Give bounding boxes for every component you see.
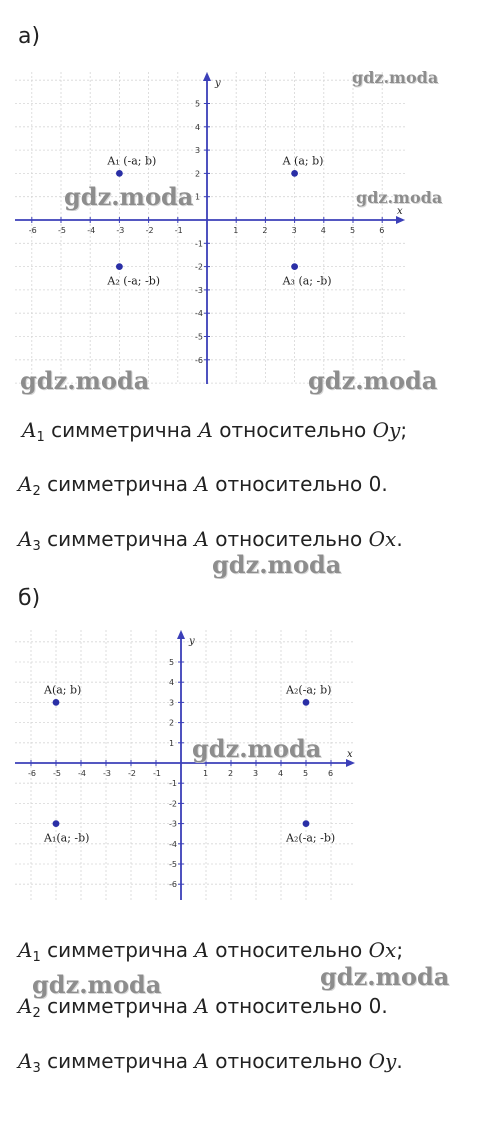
y-tick-label: -5: [195, 332, 203, 342]
x-tick-label: -4: [87, 226, 96, 235]
y-tick-label: -1: [169, 779, 177, 789]
watermark: gdz.moda: [192, 734, 322, 763]
y-tick-label: -6: [169, 880, 177, 890]
y-tick-label: -6: [195, 355, 203, 365]
x-tick-label: -1: [153, 769, 161, 778]
y-tick-label: 5: [195, 99, 201, 109]
point-label: A₂(-a; b): [286, 683, 332, 697]
data-point: [291, 263, 298, 270]
y-tick-label: 4: [169, 678, 175, 688]
watermark: gdz.moda: [64, 182, 194, 211]
point-label: A₂ (-a; -b): [107, 274, 161, 288]
x-tick-label: -1: [174, 226, 183, 235]
x-tick-label: -6: [28, 769, 36, 778]
x-tick-label: 2: [262, 226, 268, 235]
x-tick-label: -2: [128, 769, 136, 778]
x-tick-label: 5: [350, 226, 356, 235]
grid: [15, 72, 405, 384]
x-tick-label: -5: [58, 226, 66, 235]
part-a-label: а): [18, 24, 41, 49]
data-point: [116, 263, 123, 270]
y-tick-label: 1: [169, 738, 175, 748]
y-tick-label: -2: [195, 262, 203, 272]
y-tick-label: -1: [195, 239, 203, 249]
x-axis-arrow: [346, 759, 355, 767]
y-tick-label: 5: [169, 658, 175, 667]
x-tick-label: 6: [328, 769, 334, 778]
coordinate-plane-a: [15, 72, 405, 384]
statement-b-2: $A_2$ симметрична A относительно 0.: [18, 994, 388, 1021]
y-tick-label: -2: [169, 799, 177, 809]
y-tick-label: -3: [195, 285, 203, 295]
y-tick-label: 2: [169, 718, 175, 728]
y-tick-label: -4: [195, 309, 203, 319]
x-tick-label: -3: [116, 226, 125, 235]
coordinate-plane-b: [15, 630, 355, 900]
point-label: A₂(-a; -b): [286, 831, 336, 845]
x-axis-label: x: [347, 749, 353, 760]
x-tick-label: 1: [203, 769, 209, 778]
watermark: gdz.moda: [212, 550, 342, 579]
y-axis-arrow: [177, 630, 185, 639]
watermark: gdz.moda: [352, 68, 439, 87]
x-tick-label: -4: [78, 769, 86, 778]
y-tick-label: 3: [169, 698, 175, 708]
point-label: A(a; b): [44, 683, 82, 697]
y-tick-label: 4: [195, 122, 201, 132]
x-tick-label: 4: [320, 226, 326, 235]
y-tick-label: 2: [195, 169, 201, 179]
x-tick-label: 2: [228, 769, 234, 778]
watermark: gdz.moda: [320, 962, 450, 991]
x-tick-label: -3: [103, 769, 111, 778]
statement-b-1: $A_1$ симметрична A относительно Ox;: [18, 938, 404, 965]
x-tick-label: 4: [278, 769, 284, 778]
x-tick-label: -6: [28, 226, 37, 235]
point-label: A (a; b): [282, 154, 324, 168]
x-tick-label: 5: [303, 769, 309, 778]
watermark: gdz.moda: [308, 366, 438, 395]
statement-a-3: $A_3$ симметрична A относительно Ox.: [18, 527, 403, 554]
x-tick-label: -2: [145, 226, 154, 235]
watermark: gdz.moda: [32, 970, 162, 999]
data-point: [291, 170, 298, 177]
statement-a-2: $A_2$ симметрична A относительно 0.: [18, 472, 388, 499]
x-axis-arrow: [396, 216, 405, 224]
watermark: gdz.moda: [356, 188, 443, 207]
y-axis-label: y: [189, 636, 195, 647]
data-point: [53, 820, 60, 827]
y-tick-label: 1: [195, 192, 201, 202]
x-tick-label: 6: [379, 226, 385, 235]
part-b-label: б): [18, 586, 41, 611]
y-tick-label: 3: [195, 146, 201, 156]
x-axis-label: x: [397, 206, 403, 217]
data-point: [53, 699, 60, 706]
y-tick-label: -4: [169, 839, 177, 849]
point-label: A₁ (-a; b): [107, 154, 157, 168]
x-tick-label: 3: [291, 226, 297, 235]
x-tick-label: -5: [53, 769, 61, 778]
data-point: [116, 170, 123, 177]
data-point: [303, 820, 310, 827]
statement-a-1: $A_1$ симметрична A относительно Oy;: [22, 418, 408, 445]
y-axis-label: y: [215, 78, 221, 89]
point-label: A₃ (a; -b): [282, 274, 332, 288]
y-tick-label: -5: [169, 860, 177, 869]
y-axis-arrow: [203, 72, 211, 81]
x-tick-label: 3: [253, 769, 259, 778]
point-label: A₁(a; -b): [44, 831, 90, 845]
y-tick-label: -3: [169, 819, 177, 829]
grid: [15, 630, 355, 900]
x-tick-label: 1: [233, 226, 239, 235]
watermark: gdz.moda: [20, 366, 150, 395]
data-point: [303, 699, 310, 706]
statement-b-3: $A_3$ симметрична A относительно Oy.: [18, 1049, 403, 1076]
